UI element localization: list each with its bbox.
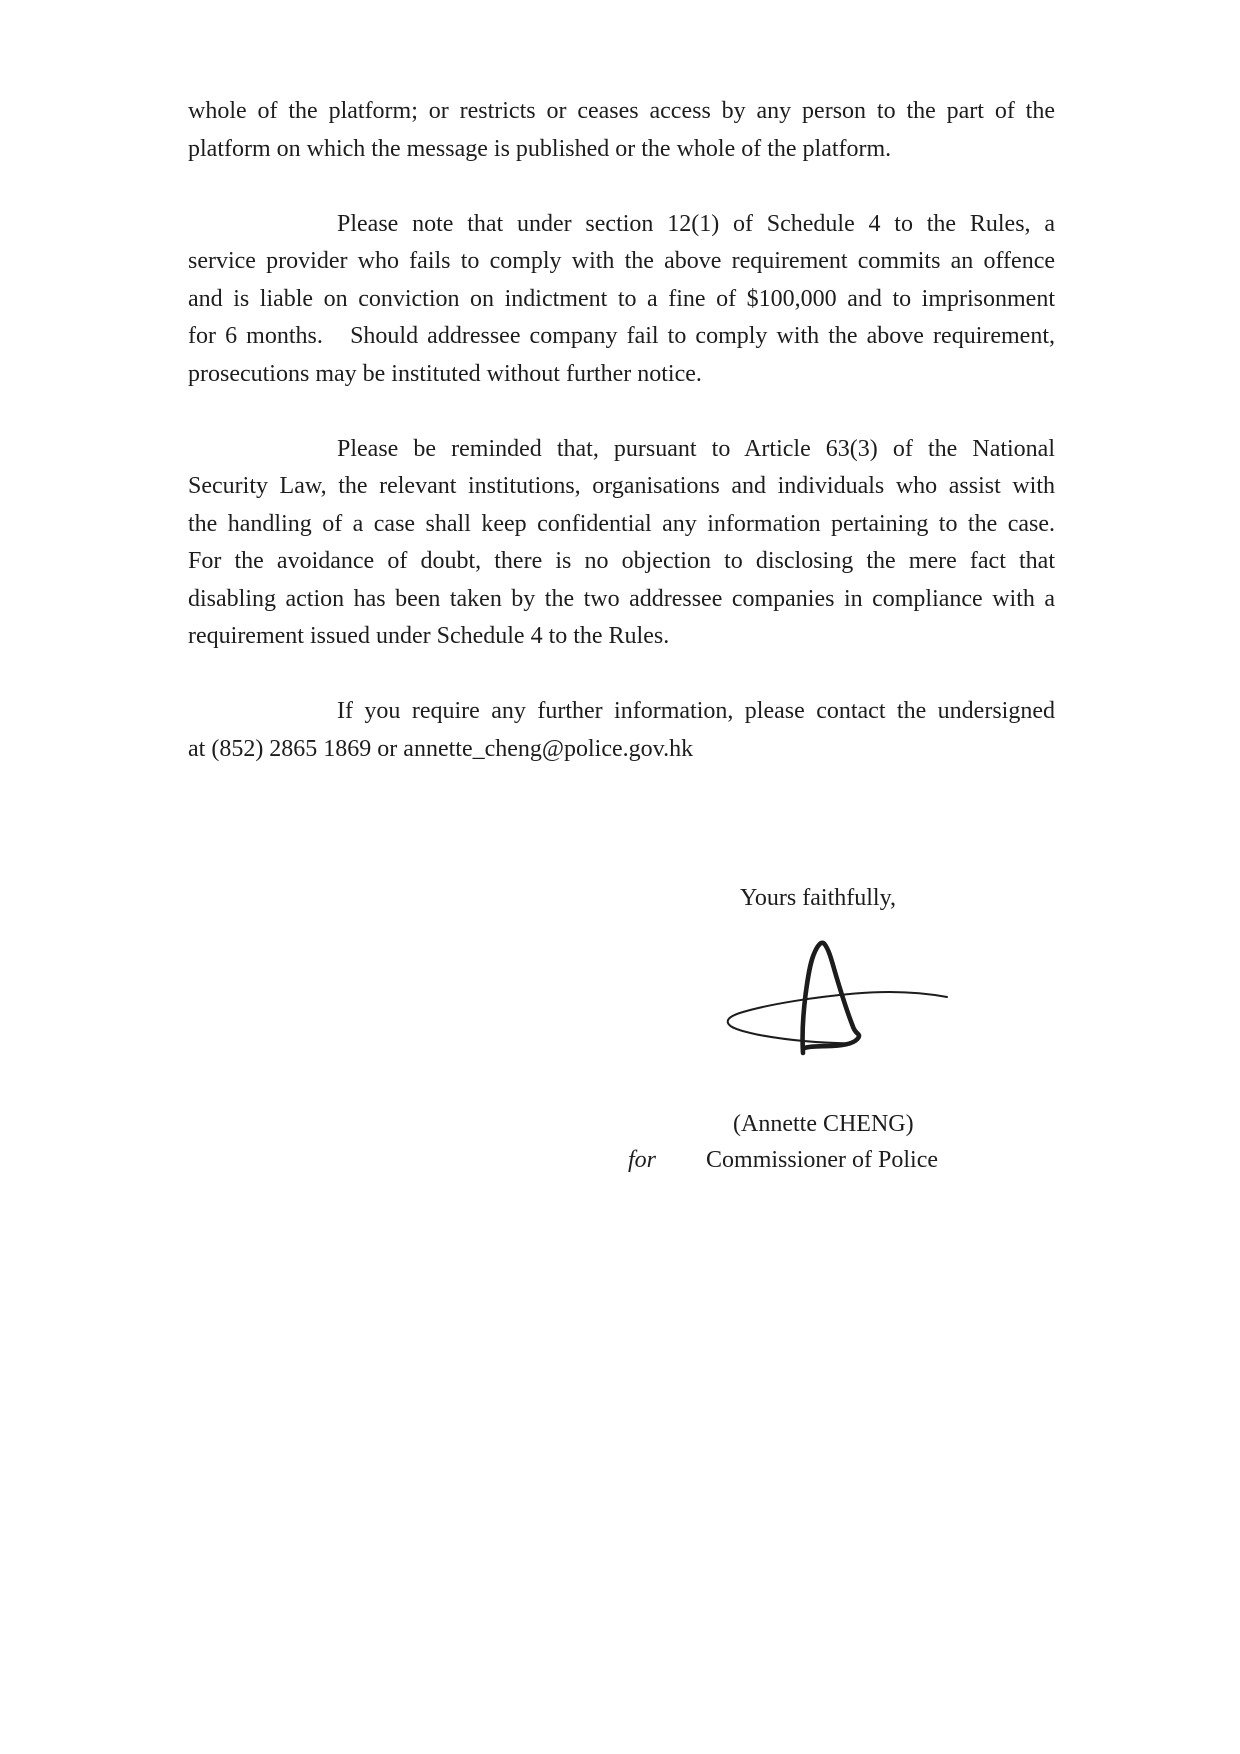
text-line: platform on which the message is published or the whole of the platform. [188, 135, 892, 162]
signer-name: (Annette CHENG) [733, 1111, 914, 1137]
text-line: If you require any further information, please contact the undersigned [337, 698, 1055, 724]
text-line: for 6 months. Should addressee company fail to comply with the above requirement, [188, 323, 1055, 349]
paragraph [188, 693, 1055, 768]
letter-body [188, 93, 1055, 806]
signature-image [700, 925, 980, 1065]
valediction: Yours faithfully, [740, 885, 897, 911]
text-line: Please note that under section 12(1) of Schedule 4 to the Rules, a [337, 210, 1055, 237]
paragraph [188, 93, 1055, 168]
text-line: prosecutions may be instituted without further notice. [188, 360, 702, 387]
text-line: service provider who fails to comply with the above requirement commits an offence [188, 248, 1055, 274]
text-line: the handling of a case shall keep confidential any information pertaining to the case. [188, 510, 1055, 537]
text-line: requirement issued under Schedule 4 to the Rules. [188, 623, 670, 649]
signer-title: Commissioner of Police [706, 1147, 938, 1173]
text-line: For the avoidance of doubt, there is no objection to disclosing the mere fact that [188, 548, 1055, 574]
text-line: Please be reminded that, pursuant to Article 63(3) of the National [337, 435, 1055, 462]
paragraph [188, 431, 1055, 656]
paragraph [188, 206, 1055, 394]
text-line: whole of the platform; or restricts or ceases access by any person to the part of the [188, 98, 1055, 124]
text-line: at (852) 2865 1869 or annette_cheng@police.gov.hk [188, 735, 694, 762]
text-line: Security Law, the relevant institutions, organisations and individuals who assist with [188, 473, 1055, 499]
signer-line [628, 1142, 938, 1180]
signer-for: for [628, 1147, 657, 1173]
text-line: and is liable on conviction on indictment to a fine of $100,000 and to imprisonment [188, 285, 1055, 312]
text-line: disabling action has been taken by the two addressee companies in compliance with a [188, 585, 1055, 612]
